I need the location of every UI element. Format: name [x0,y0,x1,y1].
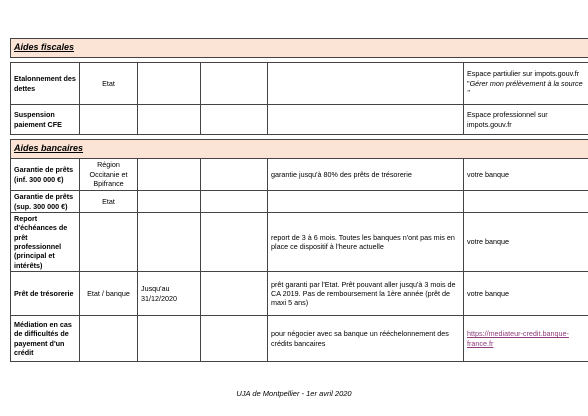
cell-contact: Espace partiulier sur impots.gouv.fr "Gérer mon prélèvement à la source " [464,63,588,105]
cell-contact: votre banque [464,213,588,272]
table-row [11,63,588,105]
page-footer: UJA de Montpellier - 1er avril 2020 [236,389,352,398]
cell-description: report de 3 à 6 mois. Toutes les banques n'ont pas mis en place ce dispositif à l'heure actuelle [268,213,464,272]
cell-organisme: Etat [80,191,138,213]
aids-table [10,38,588,362]
table-row [11,316,588,362]
table-row [11,159,588,191]
section-fiscal [11,39,588,58]
row-label: Etalonnement des dettes [11,63,80,105]
table-row [11,105,588,135]
row-label: Report d'échéances de prêt professionnel (principal et intérêts) [11,213,80,272]
mediateur-link[interactable]: https://mediateur-credit.banque-france.fr [467,329,569,348]
cell-contact: Espace professionnel sur impots.gouv.fr [464,105,588,135]
row-label: Prêt de trésorerie [11,272,80,316]
cell-contact [464,316,588,362]
cell-organisme: Région Occitanie et Bpifrance [80,159,138,191]
row-label: Suspension paiement CFE [11,105,80,135]
row-label: Garantie de prêts (inf. 300 000 €) [11,159,80,191]
cell-contact: votre banque [464,159,588,191]
cell-description: prêt garanti par l'Etat. Prêt pouvant aller jusqu'à 3 mois de CA 2019. Pas de remboursement la 1ère année (prêt de maxi 5 ans) [268,272,464,316]
table-row [11,191,588,213]
row-label: Garantie de prêts (sup. 300 000 €) [11,191,80,213]
section-title: Aides bancaires [11,140,588,159]
section-title: Aides fiscales [11,39,588,58]
cell-description: garantie jusqu'à 80% des prêts de trésorerie [268,159,464,191]
table-row [11,213,588,272]
cell-organisme: Etat [80,63,138,105]
table-row [11,272,588,316]
cell-organisme: Etat / banque [80,272,138,316]
cell-description: pour négocier avec sa banque un rééchelonnement des crédits bancaires [268,316,464,362]
cell-date: Jusqu'au 31/12/2020 [138,272,201,316]
section-bank [11,140,588,159]
cell-contact: votre banque [464,272,588,316]
row-label: Médiation en cas de difficultés de payement d'un crédit [11,316,80,362]
